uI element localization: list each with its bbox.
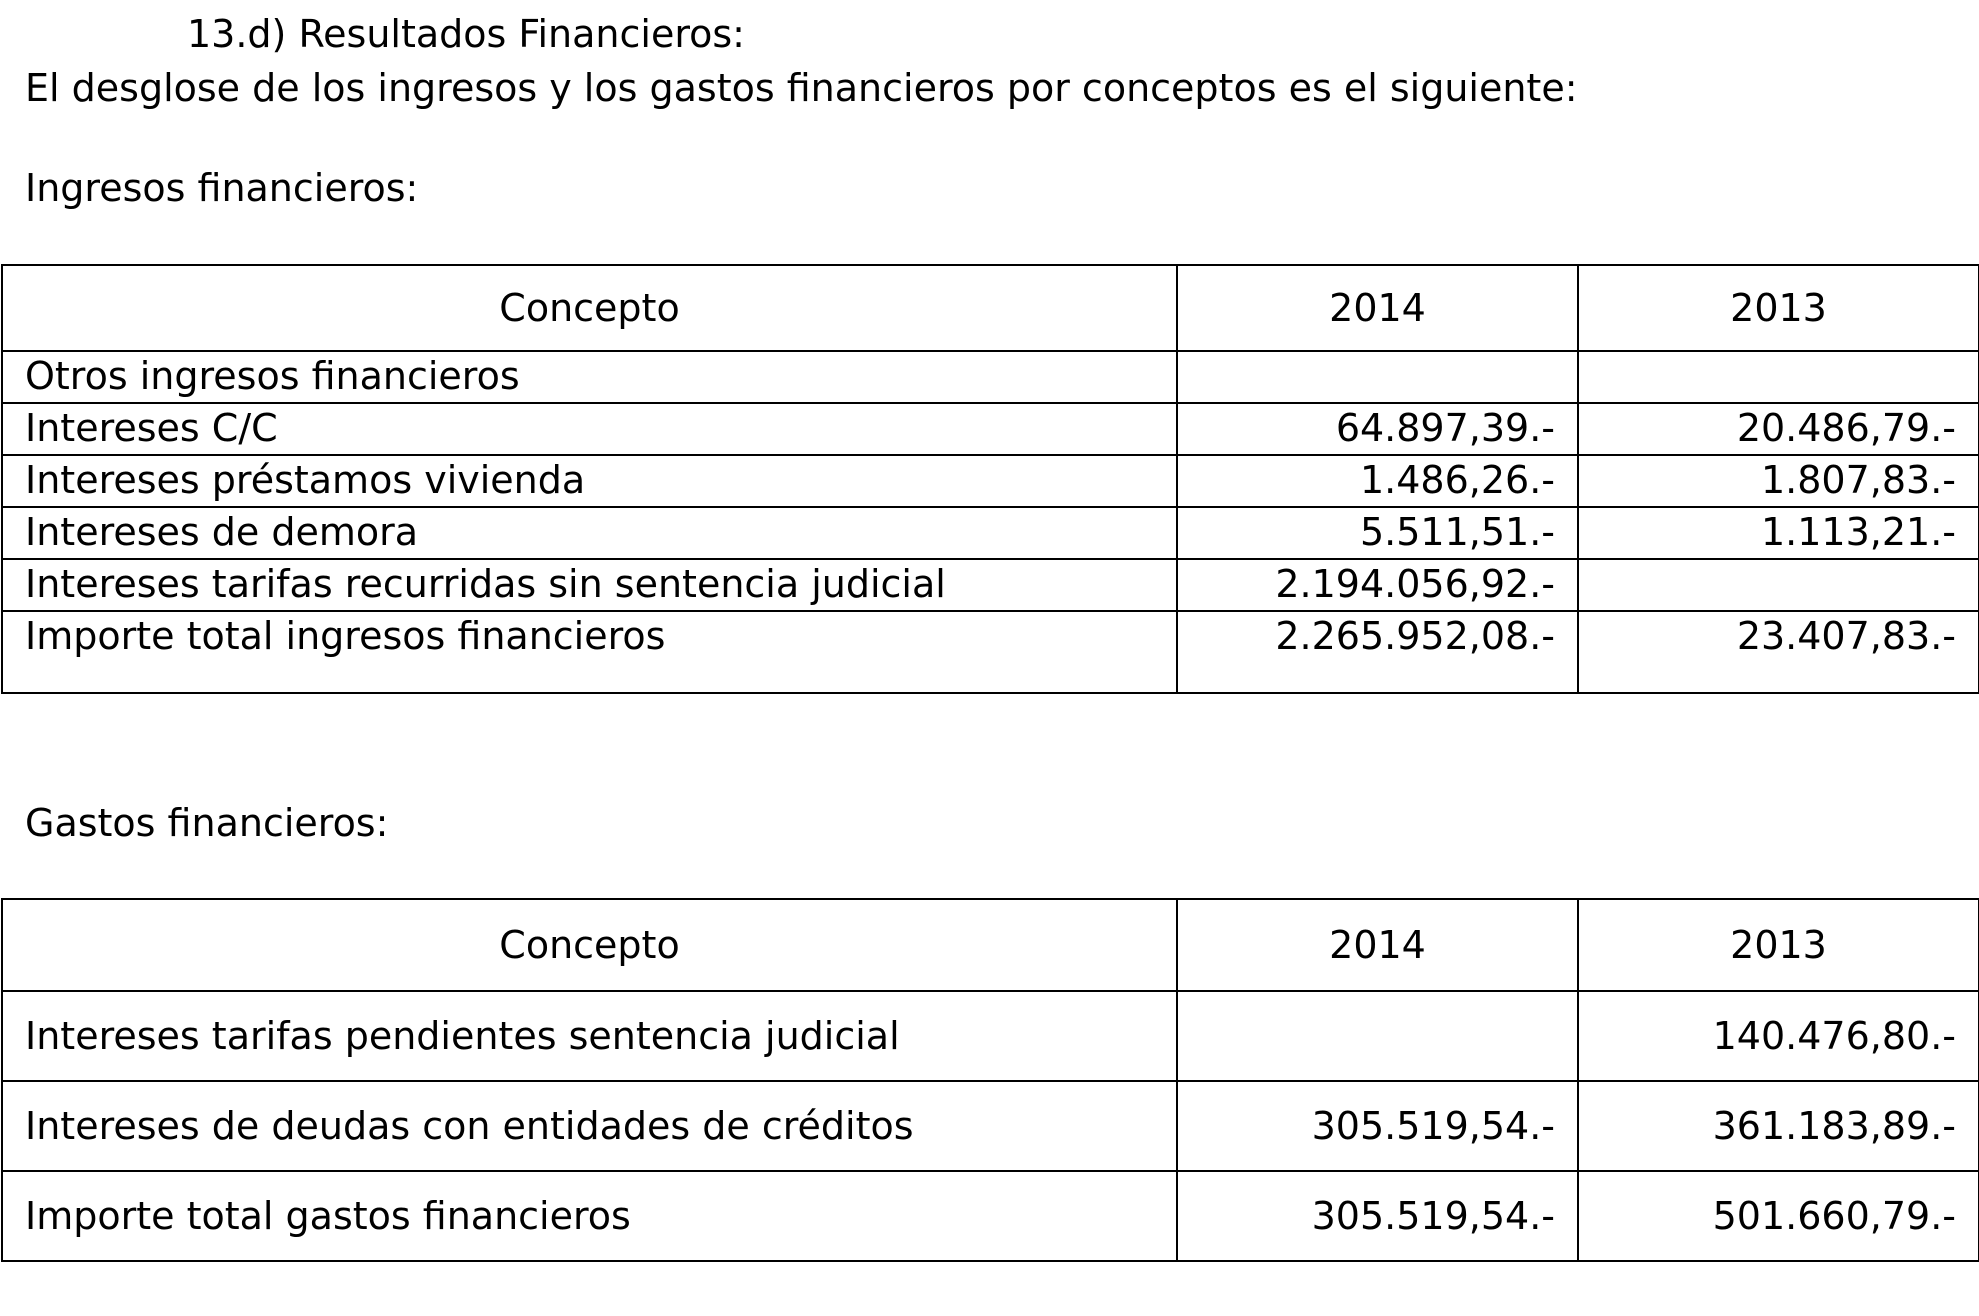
table-header-row — [2, 265, 1979, 351]
table-row — [2, 507, 1979, 559]
section-title: 13.d) Resultados Financieros: — [187, 12, 745, 56]
value-2014-cell: 2.194.056,92.- — [1177, 559, 1578, 611]
concepto-cell: Otros ingresos financieros — [2, 351, 1177, 403]
concepto-cell: Intereses tarifas pendientes sentencia judicial — [2, 991, 1177, 1081]
concepto-cell: Intereses préstamos vivienda — [2, 455, 1177, 507]
concepto-cell: Importe total ingresos financieros — [2, 611, 1177, 693]
value-2014-cell — [1177, 991, 1578, 1081]
value-2014-cell: 305.519,54.- — [1177, 1171, 1578, 1261]
concepto-cell: Intereses de deudas con entidades de créditos — [2, 1081, 1177, 1171]
concepto-cell: Intereses de demora — [2, 507, 1177, 559]
value-2013-cell: 361.183,89.- — [1578, 1081, 1979, 1171]
column-header-2013: 2013 — [1578, 265, 1979, 351]
value-2013-cell — [1578, 559, 1979, 611]
gastos-table — [1, 898, 1979, 1262]
table-row — [2, 403, 1979, 455]
table-row — [2, 455, 1979, 507]
concepto-cell: Intereses C/C — [2, 403, 1177, 455]
table-header-row — [2, 899, 1979, 991]
value-2014-cell: 5.511,51.- — [1177, 507, 1578, 559]
value-2014-cell: 305.519,54.- — [1177, 1081, 1578, 1171]
value-2013-cell: 140.476,80.- — [1578, 991, 1979, 1081]
table-row — [2, 559, 1979, 611]
column-header-2013: 2013 — [1578, 899, 1979, 991]
intro-paragraph: El desglose de los ingresos y los gastos financieros por conceptos es el siguiente: — [25, 66, 1578, 110]
ingresos-heading: Ingresos financieros: — [25, 166, 419, 210]
value-2013-cell: 1.807,83.- — [1578, 455, 1979, 507]
value-2013-cell: 20.486,79.- — [1578, 403, 1979, 455]
table-row — [2, 991, 1979, 1081]
concepto-cell: Importe total gastos financieros — [2, 1171, 1177, 1261]
column-header-2014: 2014 — [1177, 899, 1578, 991]
value-2013-cell — [1578, 351, 1979, 403]
value-2014-cell — [1177, 351, 1578, 403]
concepto-cell: Intereses tarifas recurridas sin sentencia judicial — [2, 559, 1177, 611]
table-row — [2, 1081, 1979, 1171]
column-header-2014: 2014 — [1177, 265, 1578, 351]
value-2013-cell: 501.660,79.- — [1578, 1171, 1979, 1261]
table-row — [2, 351, 1979, 403]
column-header-concepto: Concepto — [2, 265, 1177, 351]
total-row — [2, 611, 1979, 693]
total-row — [2, 1171, 1979, 1261]
value-2014-cell: 2.265.952,08.- — [1177, 611, 1578, 693]
ingresos-table — [1, 264, 1979, 694]
value-2014-cell: 64.897,39.- — [1177, 403, 1578, 455]
value-2013-cell: 1.113,21.- — [1578, 507, 1979, 559]
gastos-heading: Gastos financieros: — [25, 801, 389, 845]
value-2013-cell: 23.407,83.- — [1578, 611, 1979, 693]
column-header-concepto: Concepto — [2, 899, 1177, 991]
value-2014-cell: 1.486,26.- — [1177, 455, 1578, 507]
